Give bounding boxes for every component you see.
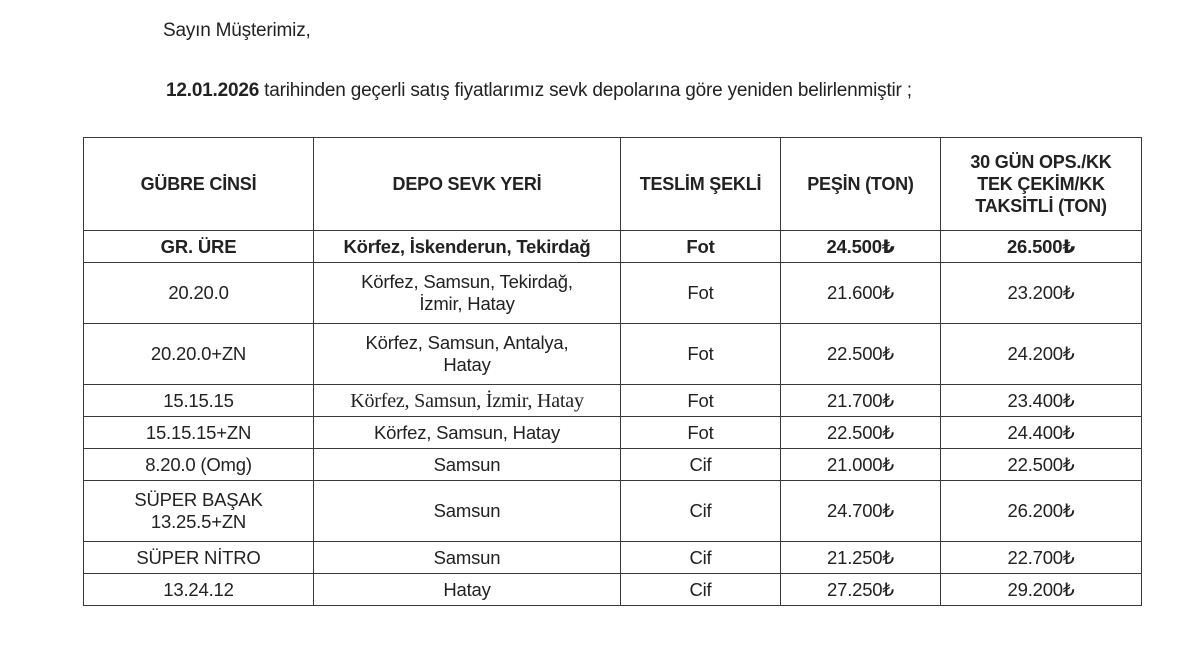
depot-line-1: Körfez, Samsun, Tekirdağ, xyxy=(361,271,573,292)
cash-price-cell: 22.500₺ xyxy=(781,417,941,449)
term-price-cell: 26.500₺ xyxy=(941,231,1142,263)
cash-price-cell: 22.500₺ xyxy=(781,324,941,385)
product-line-2: 13.25.5+ZN xyxy=(150,511,247,532)
term-price-cell: 23.200₺ xyxy=(941,263,1142,324)
cash-price-cell: 24.700₺ xyxy=(781,481,941,542)
table-row xyxy=(84,324,1142,385)
cash-price-cell: 24.500₺ xyxy=(781,231,941,263)
header-depot-location: DEPO SEVK YERİ xyxy=(314,138,621,231)
table-row xyxy=(84,263,1142,324)
product-cell: SÜPER NİTRO xyxy=(84,542,314,574)
term-price-cell: 24.400₺ xyxy=(941,417,1142,449)
depot-cell: Samsun xyxy=(314,542,621,574)
header-delivery-type: TESLİM ŞEKLİ xyxy=(621,138,781,231)
delivery-cell: Fot xyxy=(621,324,781,385)
product-cell: 15.15.15 xyxy=(84,385,314,417)
cash-price-cell: 21.250₺ xyxy=(781,542,941,574)
delivery-cell: Cif xyxy=(621,542,781,574)
term-price-cell: 29.200₺ xyxy=(941,574,1142,606)
delivery-cell: Cif xyxy=(621,574,781,606)
depot-line-2: Hatay xyxy=(443,354,491,375)
header-term-line-1: 30 GÜN OPS./KK xyxy=(970,152,1112,172)
product-cell: 13.24.12 xyxy=(84,574,314,606)
depot-cell: Hatay xyxy=(314,574,621,606)
product-cell: 20.20.0 xyxy=(84,263,314,324)
product-line-1: SÜPER BAŞAK xyxy=(134,489,263,510)
table-row xyxy=(84,481,1142,542)
price-table xyxy=(83,137,1142,606)
depot-line-2: İzmir, Hatay xyxy=(419,293,515,314)
term-price-cell: 24.200₺ xyxy=(941,324,1142,385)
term-price-cell: 22.500₺ xyxy=(941,449,1142,481)
delivery-cell: Fot xyxy=(621,263,781,324)
delivery-cell: Fot xyxy=(621,385,781,417)
depot-cell xyxy=(314,324,621,385)
table-row xyxy=(84,385,1142,417)
table-row xyxy=(84,574,1142,606)
delivery-cell: Fot xyxy=(621,231,781,263)
delivery-cell: Cif xyxy=(621,449,781,481)
product-cell: 20.20.0+ZN xyxy=(84,324,314,385)
header-fertilizer-type: GÜBRE CİNSİ xyxy=(84,138,314,231)
product-cell: 8.20.0 (Omg) xyxy=(84,449,314,481)
header-cash-price: PEŞİN (TON) xyxy=(781,138,941,231)
depot-cell xyxy=(314,263,621,324)
depot-cell: Samsun xyxy=(314,449,621,481)
cash-price-cell: 21.600₺ xyxy=(781,263,941,324)
table-row xyxy=(84,231,1142,263)
effective-date: 12.01.2026 xyxy=(166,80,260,101)
term-price-cell: 22.700₺ xyxy=(941,542,1142,574)
depot-cell: Körfez, Samsun, Hatay xyxy=(314,417,621,449)
product-cell: GR. ÜRE xyxy=(84,231,314,263)
table-row xyxy=(84,449,1142,481)
table-row xyxy=(84,542,1142,574)
depot-line-1: Körfez, Samsun, Antalya, xyxy=(365,332,569,353)
greeting-text: Sayın Müşterimiz, xyxy=(163,20,311,41)
depot-cell: Körfez, İskenderun, Tekirdağ xyxy=(314,231,621,263)
table-header-row xyxy=(84,138,1142,231)
term-price-cell: 26.200₺ xyxy=(941,481,1142,542)
cash-price-cell: 21.700₺ xyxy=(781,385,941,417)
term-price-cell: 23.400₺ xyxy=(941,385,1142,417)
product-cell xyxy=(84,481,314,542)
header-term-price xyxy=(941,138,1142,231)
header-term-line-2: TEK ÇEKİM/KK xyxy=(977,174,1105,194)
delivery-cell: Fot xyxy=(621,417,781,449)
intro-text: tarihinden geçerli satış fiyatlarımız sevk depolarına göre yeniden belirlenmiştir ; xyxy=(259,80,912,101)
cash-price-cell: 27.250₺ xyxy=(781,574,941,606)
product-cell: 15.15.15+ZN xyxy=(84,417,314,449)
depot-cell: Körfez, Samsun, İzmir, Hatay xyxy=(314,385,621,417)
intro-paragraph xyxy=(166,80,912,102)
cash-price-cell: 21.000₺ xyxy=(781,449,941,481)
delivery-cell: Cif xyxy=(621,481,781,542)
table-row xyxy=(84,417,1142,449)
header-term-line-3: TAKSİTLİ (TON) xyxy=(975,196,1107,216)
depot-cell: Samsun xyxy=(314,481,621,542)
